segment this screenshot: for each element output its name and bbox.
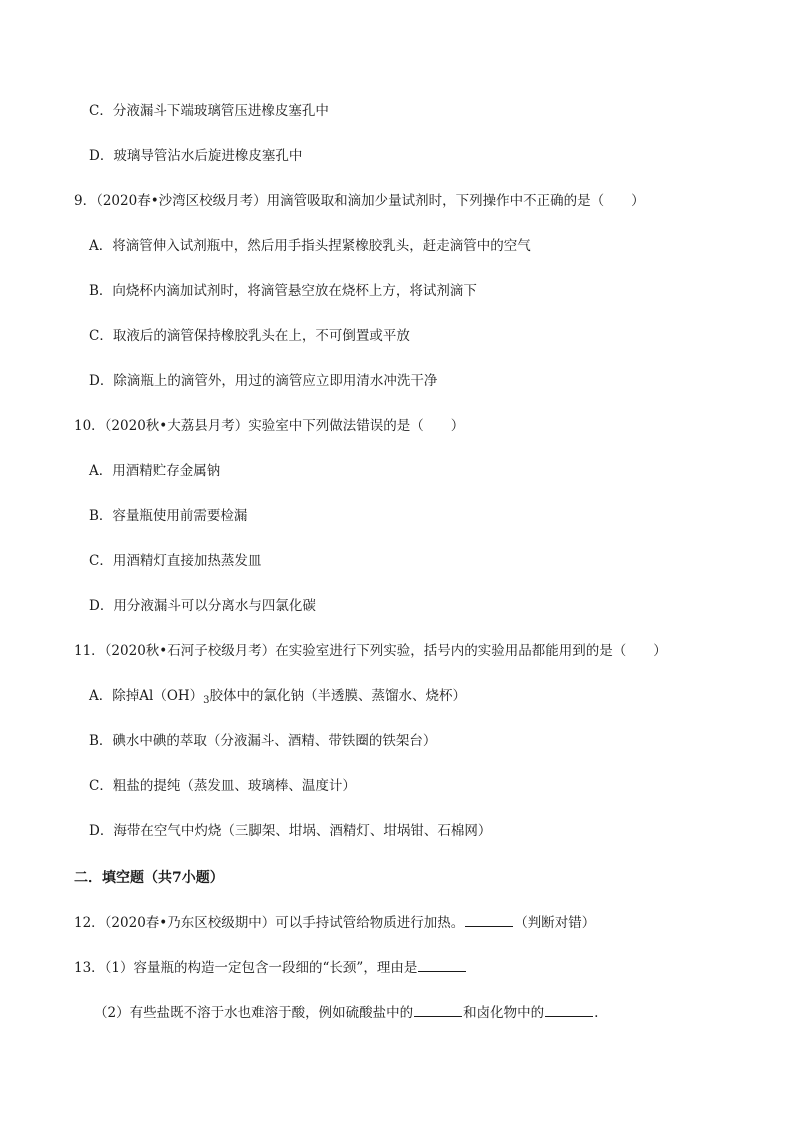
option-8c: C．分液漏斗下端玻璃管压进橡皮塞孔中 (89, 103, 329, 119)
option-11b: B．碘水中碘的萃取（分液漏斗、酒精、带铁圈的铁架台） (89, 733, 437, 749)
option-8d: D．玻璃导管沾水后旋进橡皮塞孔中 (89, 148, 303, 164)
subscript-3: 3 (203, 695, 210, 706)
section-heading: 二．填空题（共7小题） (74, 870, 224, 886)
question-13-2-end: . (594, 1005, 599, 1021)
answer-blank (545, 1004, 593, 1017)
question-13-2-mid: 和卤化物中的 (463, 1005, 545, 1021)
question-13-1 (74, 959, 467, 977)
option-11a-pre: A．除掉Al（OH） (89, 688, 204, 704)
option-10c: C．用酒精灯直接加热蒸发皿 (89, 553, 262, 569)
option-11d: D．海带在空气中灼烧（三脚架、坩埚、酒精灯、坩埚钳、石棉网） (89, 823, 492, 839)
option-10d: D．用分液漏斗可以分离水与四氯化碳 (89, 598, 316, 614)
option-9c: C．取液后的滴管保持橡胶乳头在上，不可倒置或平放 (89, 328, 410, 344)
question-12-suffix: （判断对错） (514, 915, 596, 931)
question-13-2 (94, 1004, 598, 1022)
question-12 (74, 914, 595, 932)
question-11: 11．（2020秋•石河子校级月考）在实验室进行下列实验，括号内的实验用品都能用到的是（ ） (74, 643, 667, 659)
option-10a: A．用酒精贮存金属钠 (89, 463, 221, 479)
option-11c: C．粗盐的提纯（蒸发皿、玻璃棒、温度计） (89, 778, 356, 794)
option-9b: B．向烧杯内滴加试剂时，将滴管悬空放在烧杯上方，将试剂滴下 (89, 283, 477, 299)
option-9a: A．将滴管伸入试剂瓶中，然后用手指头捏紧橡胶乳头，赶走滴管中的空气 (89, 238, 531, 254)
option-10b: B．容量瓶使用前需要检漏 (89, 508, 248, 524)
question-10: 10．（2020秋•大荔县月考）实验室中下列做法错误的是（ ） (74, 418, 465, 434)
question-9: 9．（2020春•沙湾区校级月考）用滴管吸取和滴加少量试剂时，下列操作中不正确的是（ ） (74, 193, 645, 209)
question-12-text: 12．（2020春•乃东区校级期中）可以手持试管给物质进行加热。 (74, 915, 465, 931)
option-11a-post: 胶体中的氯化钠（半透膜、蒸馏水、烧杯） (209, 688, 467, 704)
question-13-2-text: （2）有些盐既不溶于水也难溶于酸，例如硫酸盐中的 (94, 1005, 414, 1021)
answer-blank (414, 1004, 462, 1017)
option-9d: D．除滴瓶上的滴管外，用过的滴管应立即用清水冲洗干净 (89, 373, 438, 389)
answer-blank (418, 959, 466, 972)
answer-blank (465, 914, 513, 927)
option-11a (89, 687, 466, 710)
question-13-1-text: 13．（1）容量瓶的构造一定包含一段细的“长颈”，理由是 (74, 960, 418, 976)
